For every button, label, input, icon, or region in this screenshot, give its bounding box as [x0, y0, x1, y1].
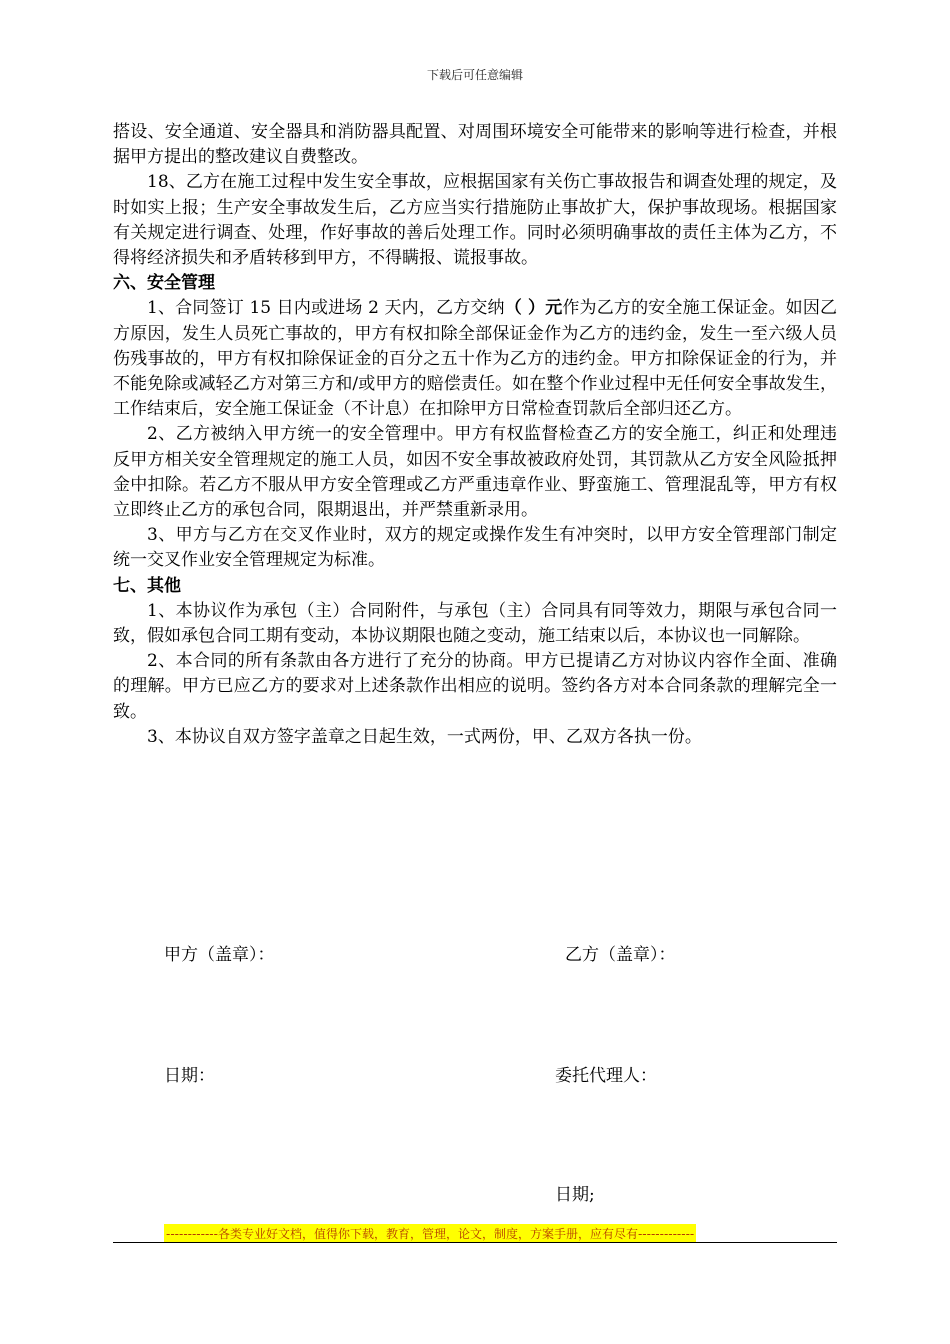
party-b-date-label: 日期;	[555, 1185, 595, 1205]
section-heading-6: 六、安全管理	[113, 273, 215, 294]
deposit-amount-blank: （ ）元	[504, 298, 563, 319]
party-a-seal-label: 甲方（盖章）：	[164, 945, 275, 965]
paragraph: 2、本合同的所有条款由各方进行了充分的协商。甲方已提请乙方对协议内容作全面、准确的理解。甲方已应乙方的要求对上述条款作出相应的说明。签约各方对本合同条款的理解完全一致。	[113, 651, 837, 722]
document-body	[113, 120, 837, 750]
footer-banner: ------------各类专业好文档，值得你下载，教育，管理，论文，制度，方案手册，应有尽有-------------	[164, 1224, 696, 1243]
section-heading-7: 七、其他	[113, 575, 181, 596]
paragraph-text: 1、合同签订 15 日内或进场 2 天内，乙方交纳	[147, 298, 505, 319]
party-b-seal-label: 乙方（盖章）：	[565, 945, 676, 965]
paragraph: 3、本协议自双方签字盖章之日起生效，一式两份，甲、乙双方各执一份。	[147, 726, 702, 747]
paragraph: 3、甲方与乙方在交叉作业时，双方的规定或操作发生有冲突时，以甲方安全管理部门制定统一交叉作业安全管理规定为标准。	[113, 525, 837, 571]
paragraph: 18、乙方在施工过程中发生安全事故，应根据国家有关伤亡事故报告和调查处理的规定，及时如实上报；生产安全事故发生后，乙方应当实行措施防止事故扩大，保护事故现场。根据国家有关规定进行调查、处理，作好事故的善后处理工作。同时必须明确事故的责任主体为乙方，不得将经济损失和矛盾转移到甲方，不得瞒报、谎报事故。	[113, 172, 837, 269]
paragraph: 1、本协议作为承包（主）合同附件，与承包（主）合同具有同等效力，期限与承包合同一致，假如承包合同工期有变动，本协议期限也随之变动，施工结束以后，本协议也一同解除。	[113, 600, 837, 647]
page-header: 下载后可任意编辑	[426, 68, 523, 82]
paragraph: 搭设、安全通道、安全器具和消防器具配置、对周围环境安全可能带来的影响等进行检查，并根据甲方提出的整改建议自费整改。	[113, 122, 837, 168]
party-a-date-label: 日期：	[164, 1066, 215, 1086]
paragraph: 2、乙方被纳入甲方统一的安全管理中。甲方有权监督检查乙方的安全施工，纠正和处理违反甲方相关安全管理规定的施工人员，如因不安全事故被政府处罚，其罚款从乙方安全风险抵押金中扣除。若乙方不服从甲方安全管理或乙方严重违章作业、野蛮施工、管理混乱等，甲方有权立即终止乙方的承包合同，限期退出，并严禁重新录用。	[113, 424, 837, 521]
agent-label: 委托代理人：	[555, 1066, 657, 1086]
paragraph-text: 作为乙方的安全施工保证金。如因乙方原因，发生人员死亡事故的，甲方有权扣除全部保证金作为乙方的违约金，发生一至六级人员伤残事故的，甲方有权扣除保证金的百分之五十作为乙方的违约金。甲方扣除保证金的行为，并不能免除或减轻乙方对第三方和/或甲方的赔偿责任。如在整个作业过程中无任何安全事故发生，工作结束后，安全施工保证金（不计息）在扣除甲方日常检查罚款后全部归还乙方。	[113, 298, 838, 420]
footer-rule	[113, 1242, 837, 1243]
paragraph	[113, 296, 837, 422]
